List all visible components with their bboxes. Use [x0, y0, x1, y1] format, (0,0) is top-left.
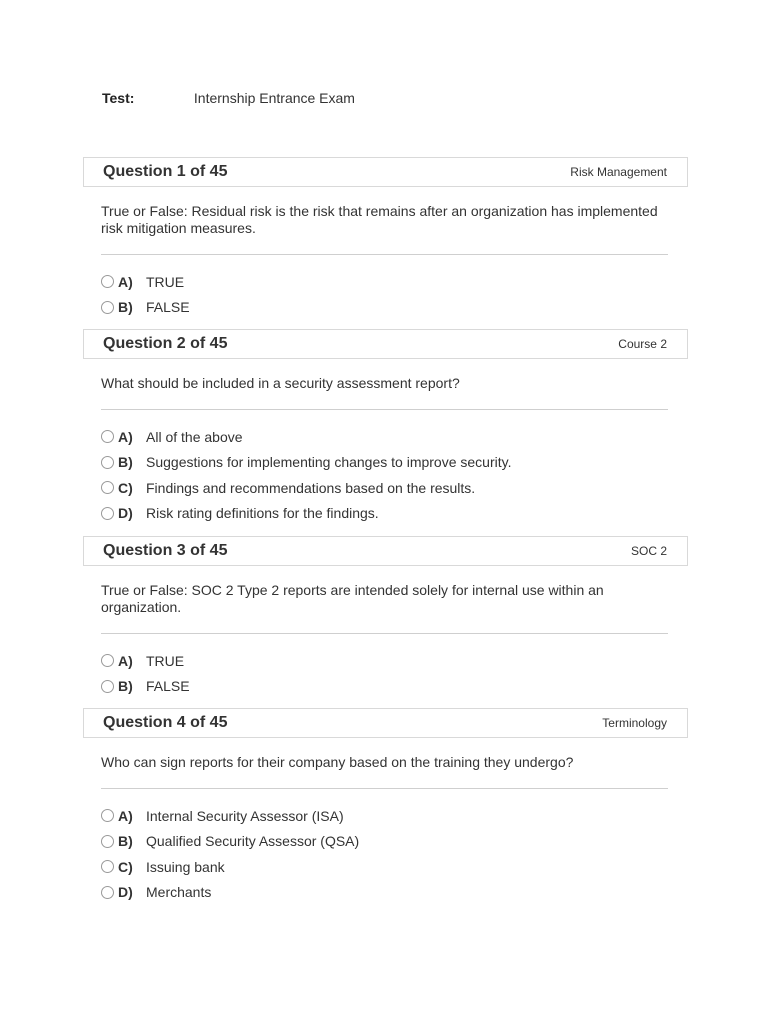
- option-text: Suggestions for implementing changes to improve security.: [146, 454, 512, 471]
- option-letter: D): [118, 884, 133, 901]
- option-text: Risk rating definitions for the findings.: [146, 505, 379, 522]
- question-3: [83, 536, 688, 699]
- question-header: [83, 536, 688, 566]
- option-text: FALSE: [146, 299, 190, 316]
- question-title: Question 3 of 45: [103, 542, 228, 559]
- radio-button[interactable]: [101, 680, 114, 693]
- question-text: True or False: Residual risk is the risk that remains after an organization has implemented risk mitigation measures.: [101, 203, 658, 236]
- option-text: Merchants: [146, 884, 212, 901]
- option-c[interactable]: [101, 475, 688, 501]
- option-b[interactable]: [101, 674, 688, 700]
- question-header: [83, 329, 688, 359]
- option-text: FALSE: [146, 678, 190, 695]
- radio-button[interactable]: [101, 835, 114, 848]
- question-divider: [101, 409, 668, 410]
- radio-button[interactable]: [101, 654, 114, 667]
- option-letter: B): [118, 833, 133, 850]
- test-header: [102, 90, 355, 106]
- answer-options: [101, 424, 688, 526]
- question-header: [83, 157, 688, 187]
- option-a[interactable]: [101, 648, 688, 674]
- question-title: Question 4 of 45: [103, 714, 228, 731]
- radio-button[interactable]: [101, 301, 114, 314]
- question-category: SOC 2: [630, 544, 667, 558]
- answer-options: [101, 803, 688, 905]
- question-category: Terminology: [602, 716, 667, 730]
- option-d[interactable]: [101, 880, 688, 906]
- option-b[interactable]: [101, 829, 688, 855]
- option-letter: B): [118, 454, 133, 471]
- option-letter: A): [118, 273, 133, 290]
- option-d[interactable]: [101, 501, 688, 527]
- question-category: Course 2: [618, 337, 667, 351]
- option-b[interactable]: [101, 450, 688, 476]
- option-a[interactable]: [101, 269, 688, 295]
- option-letter: C): [118, 479, 133, 496]
- option-text: Internal Security Assessor (ISA): [146, 807, 344, 824]
- radio-button[interactable]: [101, 886, 114, 899]
- question-text: Who can sign reports for their company based on the training they undergo?: [101, 754, 574, 770]
- test-name: Internship Entrance Exam: [193, 90, 355, 106]
- question-4: [83, 708, 688, 905]
- test-label: Test:: [102, 90, 135, 106]
- radio-button[interactable]: [101, 456, 114, 469]
- radio-button[interactable]: [101, 430, 114, 443]
- option-letter: A): [118, 428, 133, 445]
- question-text: True or False: SOC 2 Type 2 reports are intended solely for internal use within an organization.: [101, 582, 604, 615]
- option-text: Qualified Security Assessor (QSA): [146, 833, 360, 850]
- answer-options: [101, 269, 688, 320]
- radio-button[interactable]: [101, 860, 114, 873]
- option-text: TRUE: [146, 652, 185, 669]
- option-letter: D): [118, 505, 133, 522]
- option-letter: B): [118, 678, 133, 695]
- option-b[interactable]: [101, 295, 688, 321]
- radio-button[interactable]: [101, 275, 114, 288]
- option-c[interactable]: [101, 854, 688, 880]
- option-text: Findings and recommendations based on the results.: [146, 479, 476, 496]
- question-title: Question 2 of 45: [103, 335, 228, 352]
- question-divider: [101, 254, 668, 255]
- question-title: Question 1 of 45: [103, 163, 228, 180]
- option-letter: A): [118, 652, 133, 669]
- option-text: Issuing bank: [146, 858, 225, 875]
- radio-button[interactable]: [101, 481, 114, 494]
- option-text: TRUE: [146, 273, 185, 290]
- option-a[interactable]: [101, 803, 688, 829]
- option-a[interactable]: [101, 424, 688, 450]
- question-divider: [101, 788, 668, 789]
- question-category: Risk Management: [570, 165, 667, 179]
- option-letter: A): [118, 807, 133, 824]
- option-letter: B): [118, 299, 133, 316]
- question-text: What should be included in a security assessment report?: [101, 375, 460, 391]
- radio-button[interactable]: [101, 507, 114, 520]
- option-letter: C): [118, 858, 133, 875]
- option-text: All of the above: [146, 428, 243, 445]
- question-1: [83, 157, 688, 320]
- question-2: [83, 329, 688, 526]
- answer-options: [101, 648, 688, 699]
- question-divider: [101, 633, 668, 634]
- radio-button[interactable]: [101, 809, 114, 822]
- question-header: [83, 708, 688, 738]
